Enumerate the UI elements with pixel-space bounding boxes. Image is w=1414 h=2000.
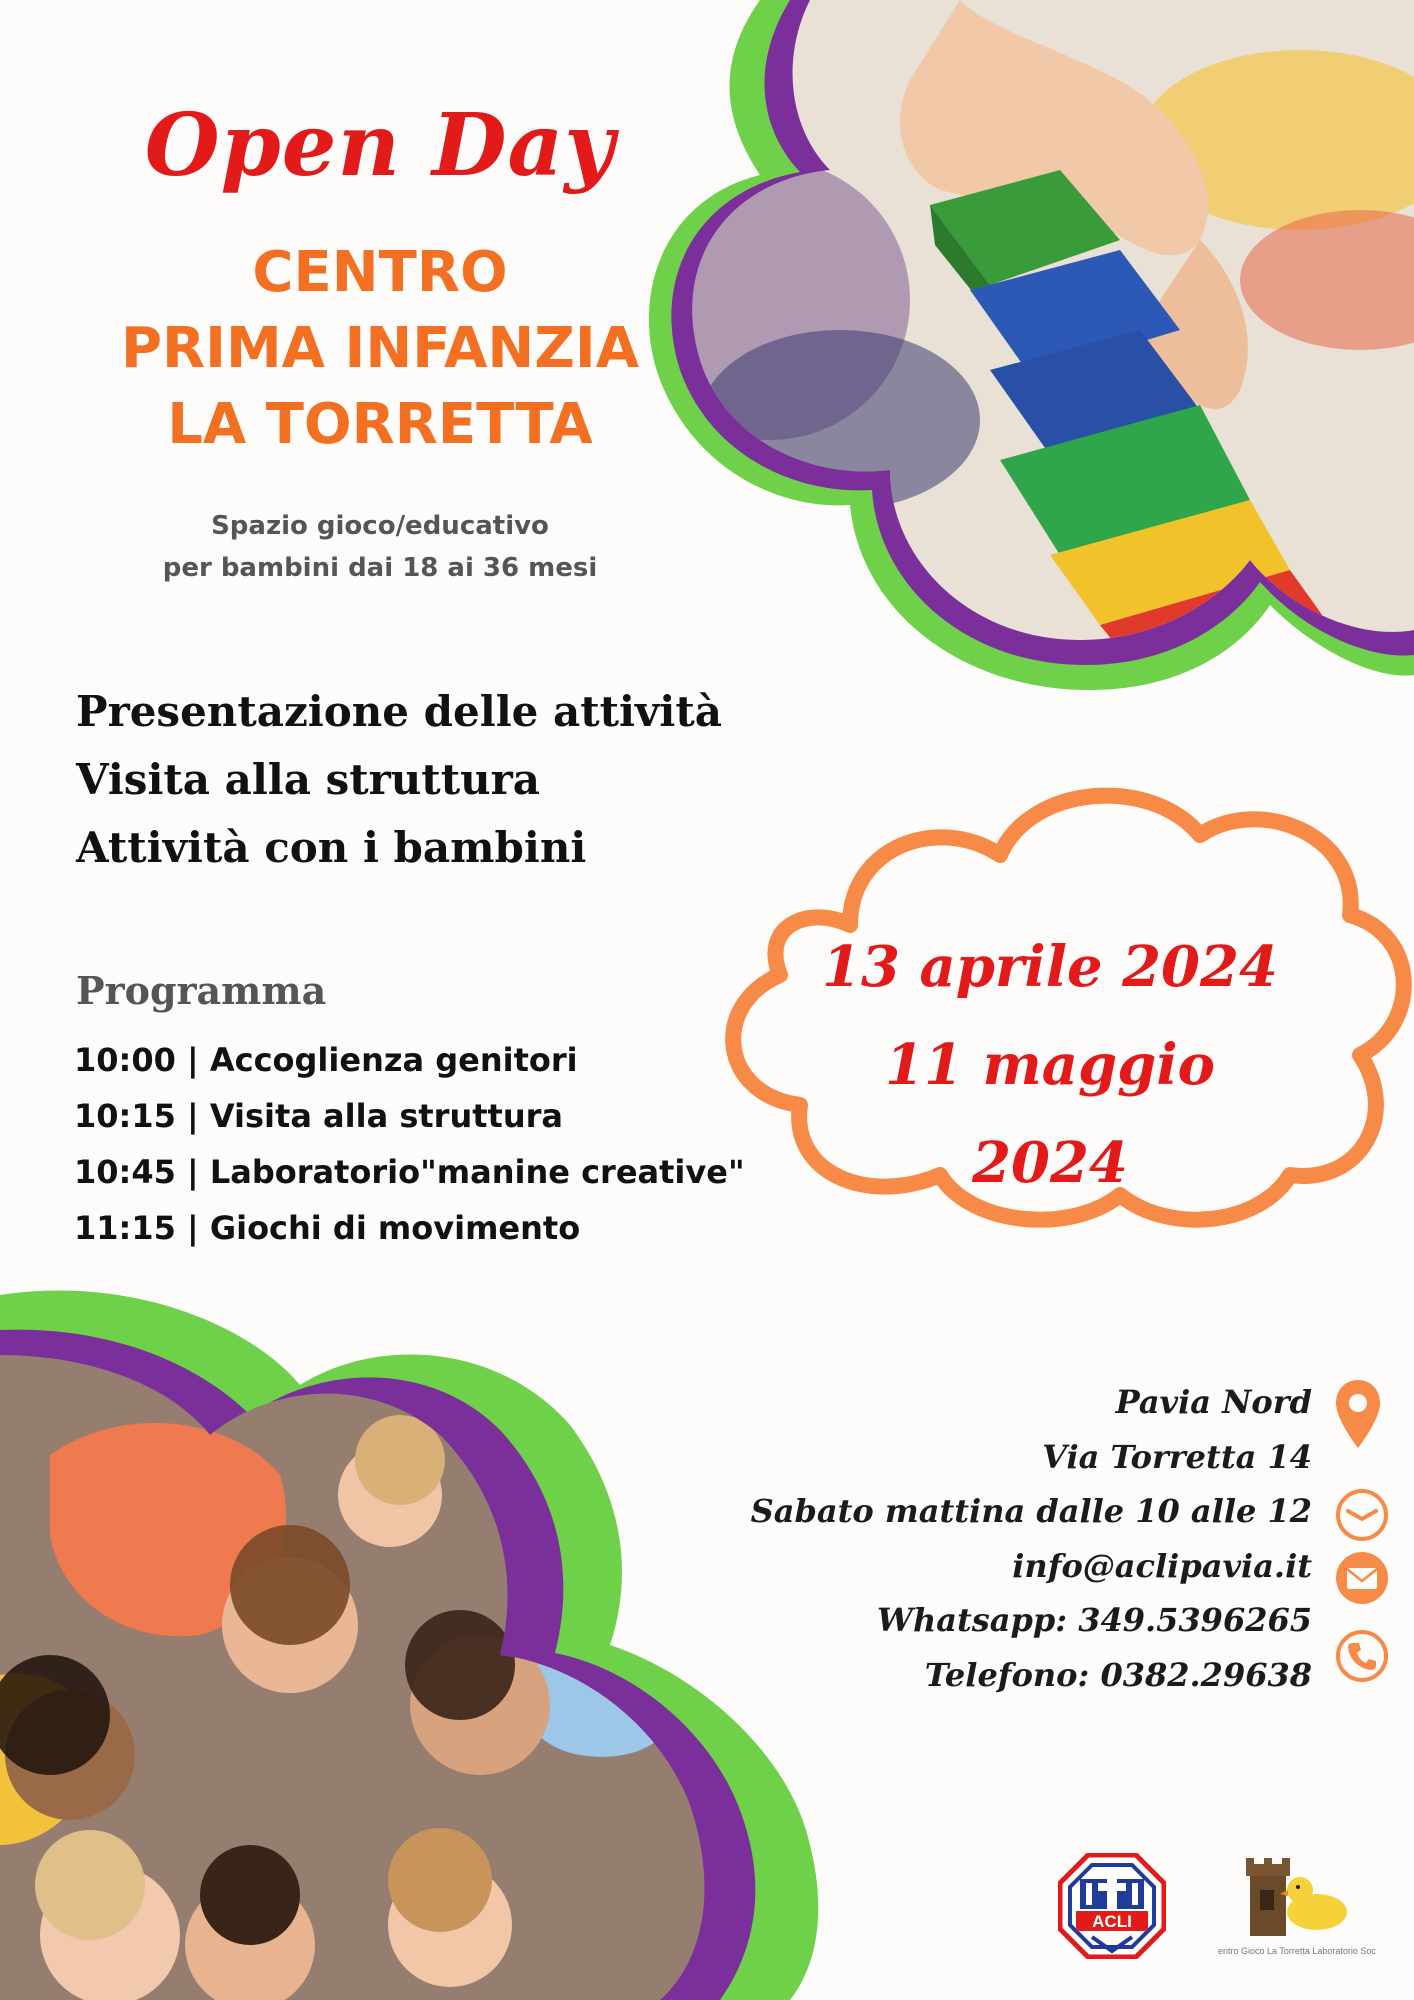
centro-line-3: LA TORRETTA: [167, 392, 593, 457]
contact-address: Via Torretta 14: [1042, 1437, 1312, 1476]
event-date: 11 maggio 2024: [885, 1032, 1215, 1196]
acli-logo: [1058, 1853, 1166, 1959]
program-item: 10:00 | Accoglienza genitori: [74, 1041, 578, 1079]
contact-phone[interactable]: Telefono: 0382.29638: [924, 1655, 1312, 1694]
subtitle: [40, 505, 720, 589]
program-item: 10:15 | Visita alla struttura: [74, 1097, 563, 1135]
activity-item: Presentazione delle attività: [76, 687, 722, 736]
program-item: 11:15 | Giochi di movimento: [74, 1209, 581, 1247]
clock-icon: [1334, 1487, 1390, 1543]
contact-email[interactable]: info@aclipavia.it: [1012, 1546, 1312, 1585]
event-date: 13 aprile 2024: [822, 934, 1278, 1000]
lego-photo: [640, 0, 1414, 700]
contact-hours: Sabato mattina dalle 10 alle 12: [750, 1492, 1312, 1530]
activities-list: [76, 678, 836, 882]
program-item: 10:45 | Laboratorio"manine creative": [74, 1153, 745, 1191]
contact-info: [612, 1375, 1312, 1702]
centro-name: [40, 235, 720, 463]
program-list: [74, 1032, 794, 1256]
centro-line-2: PRIMA INFANZIA: [120, 316, 640, 381]
program-title: Programma: [76, 968, 327, 1013]
acli-logo-text: ACLI: [1092, 1912, 1132, 1931]
activity-item: Attività con i bambini: [76, 823, 587, 872]
event-dates: [820, 918, 1280, 1212]
phone-icon: [1334, 1628, 1390, 1684]
activity-item: Visita alla struttura: [76, 755, 540, 804]
contact-area: Pavia Nord: [1115, 1383, 1312, 1421]
torretta-logo-caption: entro Gioco La Torretta Laboratorio Soc: [1218, 1946, 1376, 1956]
location-pin-icon: [1334, 1378, 1382, 1450]
page-title: Open Day: [144, 95, 616, 196]
subtitle-line-1: Spazio gioco/educativo: [211, 511, 549, 541]
envelope-icon: [1334, 1550, 1390, 1606]
torretta-logo: [1222, 1850, 1362, 1945]
subtitle-line-2: per bambini dai 18 ai 36 mesi: [162, 553, 598, 583]
contact-whatsapp[interactable]: Whatsapp: 349.5396265: [877, 1601, 1312, 1639]
centro-line-1: CENTRO: [252, 240, 508, 305]
